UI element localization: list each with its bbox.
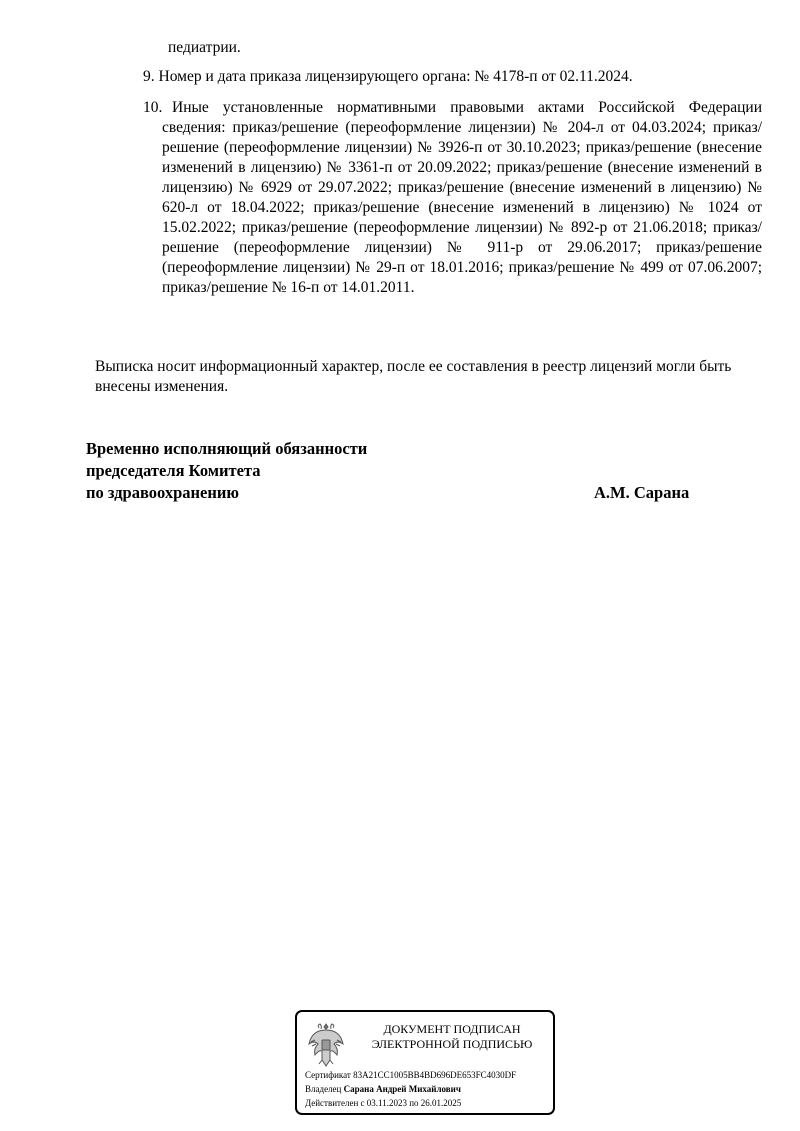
- coat-of-arms-icon: [307, 1020, 345, 1070]
- carry-over-text: педиатрии.: [168, 39, 241, 56]
- owner-value: Сарана Андрей Михайлович: [343, 1084, 461, 1094]
- owner-row: [305, 1083, 461, 1095]
- signer-position-line2: председателя Комитета: [86, 461, 261, 480]
- item-10-body: сведения: приказ/решение (переоформление лицензии) № 204-л от 04.03.2024; приказ/решение (переоформление лицензии) № 3926-п от 30.10.2023; приказ/решение (внесение изменений в лицензию) № 3361-п от 20.09.2022; приказ/решение (внесение изменений в лицензию) № 6929 от 29.07.2022; приказ/решение (внесение изменений в лицензию) № 620-л от 18.04.2022; приказ/решение (внесение изменений в лицензию) № 1024 от 15.02.2022; приказ/решение (переоформление лицензии) № 892-р от 21.06.2018; приказ/решение (переоформление лицензии) № 911-р от 29.06.2017; приказ/решение (переоформление лицензии) № 29-п от 18.01.2016; приказ/решение № 499 от 07.06.2007; приказ/решение № 16-п от 14.01.2011.: [162, 119, 762, 296]
- owner-label: Владелец: [305, 1084, 342, 1094]
- signer-position-line3: по здравоохранению: [86, 483, 240, 502]
- stamp-title-line2: ЭЛЕКТРОННОЙ ПОДПИСЬЮ: [371, 1037, 533, 1051]
- item-10-number: 10.: [143, 99, 163, 116]
- electronic-signature-stamp: [295, 1010, 555, 1115]
- stamp-title-line1: ДОКУМЕНТ ПОДПИСАН: [383, 1022, 521, 1036]
- certificate-label: Сертификат: [305, 1070, 351, 1080]
- item-10-first-line: Иные установленные нормативными правовыми актами Российской Федерации: [172, 99, 762, 116]
- signer-name: А.М. Сарана: [594, 483, 690, 502]
- certificate-row: [305, 1069, 516, 1081]
- item-9: 9. Номер и дата приказа лицензирующего органа: № 4178-п от 02.11.2024.: [143, 68, 633, 85]
- informational-notice: Выписка носит информационный характер, после ее составления в реестр лицензий могли быть внесены изменения.: [95, 358, 732, 395]
- certificate-value: 83A21CC1005BB4BD696DE653FC4030DF: [353, 1070, 517, 1080]
- validity-row: Действителен с 03.11.2023 по 26.01.2025: [305, 1098, 462, 1108]
- signer-position-line1: Временно исполняющий обязанности: [86, 439, 368, 458]
